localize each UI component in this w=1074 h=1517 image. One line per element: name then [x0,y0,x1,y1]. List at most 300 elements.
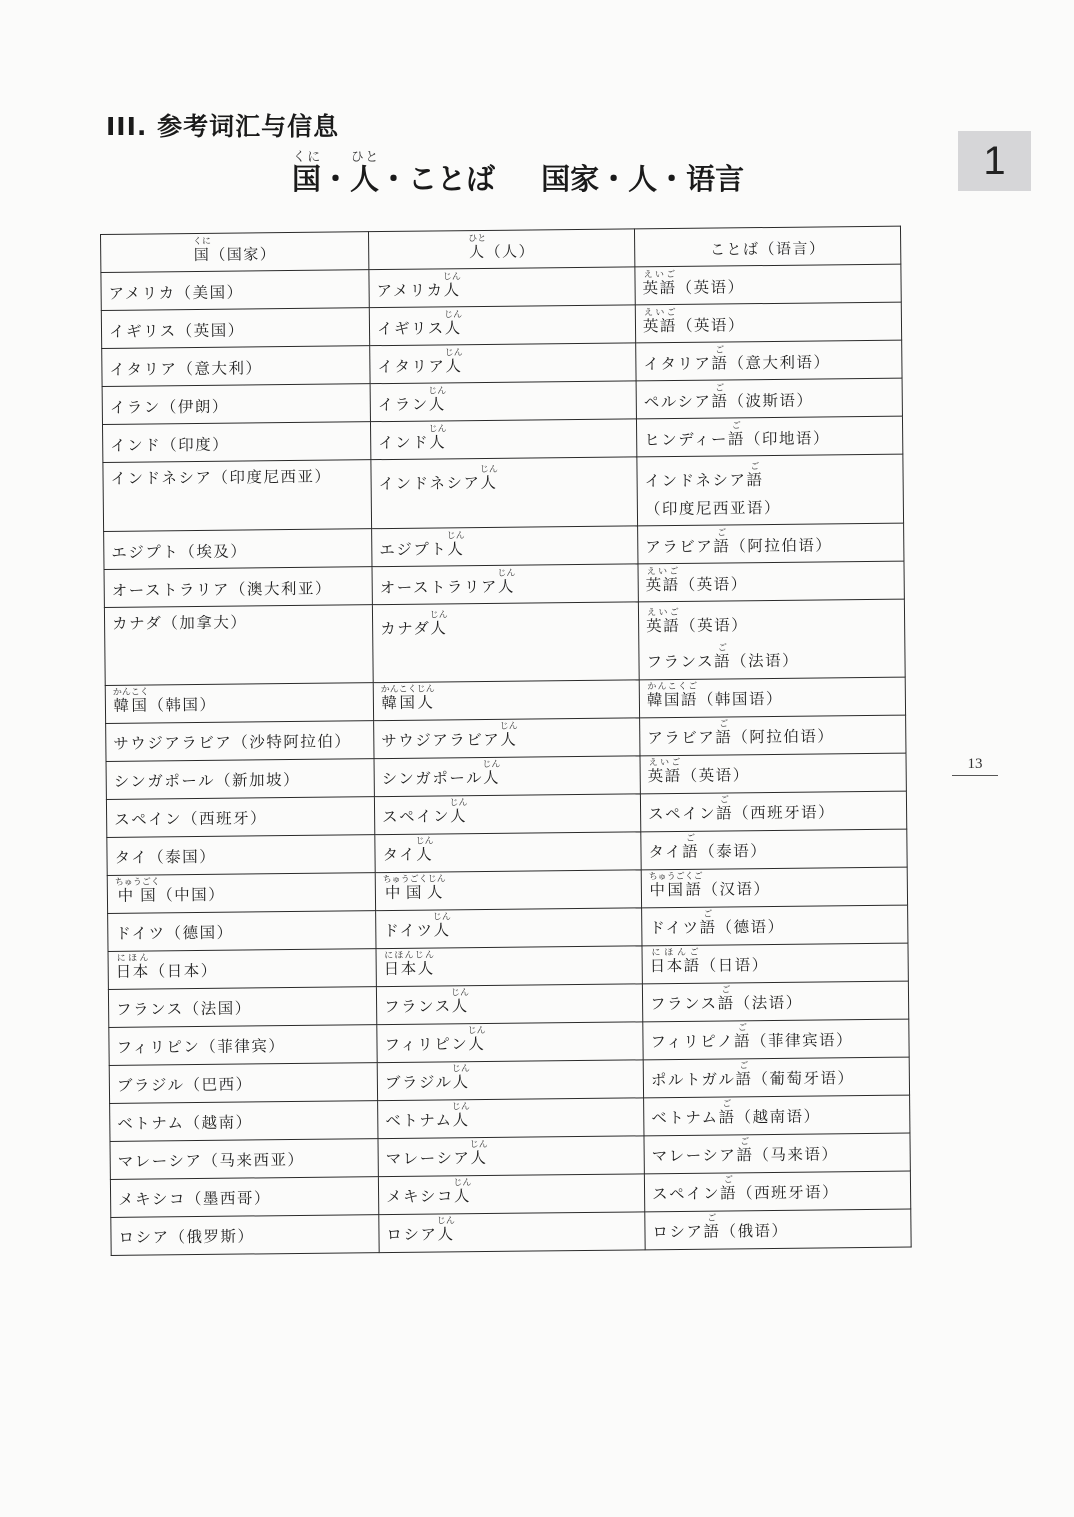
furigana-word: 中国人ちゅうごくじん [382,874,447,903]
plain-text: （葡萄牙语） [752,1069,855,1089]
furigana-word: 韓国かんこく [112,687,150,716]
cell-people [374,793,640,834]
furigana-reading: くに [192,236,212,247]
furigana-word: 人じん [467,1026,486,1054]
plain-text: ベトナム（越南） [117,1113,253,1134]
plain-text: ブラジル [384,1073,453,1093]
furigana-word: 日本人にほんじん [383,950,435,979]
furigana-word: 語ご [718,1099,736,1127]
plain-text: ベトナム [651,1108,719,1128]
furigana-reading: じん [451,1102,470,1113]
cell-line [384,1025,635,1056]
cell-line [114,808,367,831]
furigana-reading: ちゅうごくじん [382,874,446,886]
plain-text: サウジアラビア（沙特阿拉伯） [113,732,352,754]
cell-line [110,433,363,456]
furigana-reading: ご [719,1175,738,1186]
cell-language [642,943,908,984]
plain-text: ・ことば [379,162,496,196]
cell-people [370,419,636,460]
plain-text: イラン（伊朗） [109,397,229,417]
cell-language [636,378,902,419]
plain-text: （英语） [679,575,748,595]
furigana-reading: じん [451,1064,470,1075]
plain-text: ドイツ（德国） [115,924,234,944]
cell-language [640,753,906,794]
furigana-reading: じん [429,610,448,621]
furigana-word: 語ご [682,834,700,862]
page-title [292,150,744,194]
plain-text: （日本） [149,962,218,981]
furigana-word: 人じん [450,988,470,1016]
furigana-reading: ちゅうごくご [648,872,703,883]
plain-text: （泰语） [699,842,768,862]
cell-country [108,986,376,1027]
cell-line [651,1060,902,1091]
plain-text: オーストラリア（澳大利亚） [111,579,333,601]
furigana-reading: ご [703,1213,721,1225]
plain-text: インド [378,433,430,452]
furigana-reading: ご [735,1061,753,1072]
furigana-reading: ご [699,910,717,921]
plain-text: シンガポール [381,769,484,789]
furigana-word: 人じん [482,760,501,788]
plain-text: ドイツ [383,921,434,941]
cell-line [651,1098,902,1129]
cell-line [376,270,627,301]
furigana-word: 語ご [711,383,729,411]
cell-line [381,721,632,752]
cell-line [118,1150,371,1173]
cell-language [643,1019,909,1060]
cell-line [644,461,895,492]
cell-line [646,565,897,596]
furigana-word: 日本にほん [115,953,150,982]
plain-text: フィリピノ [650,1032,735,1052]
furigana-word: 語ご [711,345,729,373]
plain-text: マレーシア（马来西亚） [117,1151,305,1172]
column-header-people [368,229,634,270]
furigana-word: 英語えいご [645,608,681,636]
cell-line [644,420,895,451]
cell-country [110,1100,378,1141]
plain-text: ドイツ [649,919,700,938]
cell-country [106,720,374,761]
cell-country [108,948,376,989]
cell-line [113,732,366,755]
title-japanese [292,150,495,194]
furigana-word: 英語えいご [645,567,680,595]
cell-line [113,686,366,717]
cell-line [383,911,634,942]
cell-language [643,1057,909,1098]
cell-country [109,1024,377,1065]
cell-line [646,606,897,637]
cell-line [379,530,630,561]
cell-line [108,235,361,266]
plain-text: サウジアラビア [381,731,501,751]
cell-language [638,599,905,679]
plain-text: アラビア [645,537,714,557]
cell-people [378,1173,644,1214]
cell-people [370,343,636,384]
cell-line [386,1215,637,1246]
cell-line [382,759,633,790]
plain-text: フランス [650,994,718,1014]
furigana-reading: ご [711,383,729,394]
cell-people [372,564,638,605]
furigana-word: 人じん [444,348,464,376]
furigana-reading: ご [733,1023,752,1034]
furigana-reading: ご [711,345,729,356]
furigana-word: 人じん [451,1102,471,1130]
furigana-reading: じん [467,1026,486,1037]
cell-line [110,466,363,489]
furigana-reading: じん [446,531,465,542]
furigana-reading: かんこくご [646,682,698,693]
cell-line [109,281,362,304]
page-number: 13 [952,756,998,776]
furigana-word: 語ご [736,1137,754,1165]
cell-language [644,1133,910,1174]
furigana-word: 語ご [715,795,734,824]
plain-text: オーストラリア [379,577,499,598]
plain-text: （俄语） [720,1222,789,1241]
cell-language [635,264,901,305]
plain-text: （英语） [676,278,745,297]
cell-line [647,680,898,711]
furigana-reading: じん [497,568,516,579]
plain-text: ・ [321,162,351,196]
cell-country [101,308,369,349]
plain-text: （菲律宾语） [751,1031,854,1051]
cell-line [109,357,362,380]
plain-text: ポルトガル [650,1070,736,1090]
plain-text: フィリピン [384,1035,469,1055]
cell-line [385,1101,636,1132]
furigana-word: 韓国語かんこくご [646,682,699,710]
furigana-word: 人じん [449,798,468,826]
cell-country [106,796,374,837]
plain-text: （国家） [210,244,277,264]
table-row [104,599,905,685]
plain-text: シンガポール（新加坡） [113,771,301,792]
plain-text: （印度尼西亚语） [644,499,782,519]
cell-line [646,642,897,673]
plain-text: タイ [382,846,417,865]
cell-line [645,497,896,520]
cell-people [369,305,635,346]
cell-language [644,1171,910,1212]
cell-country [104,529,372,570]
cell-line [112,578,365,601]
cell-line [652,1174,903,1205]
plain-text: タイ（泰国） [114,848,217,868]
furigana-reading: えいご [642,307,677,319]
furigana-reading: じん [453,1178,472,1189]
furigana-word: 中国ちゅうごく [114,877,161,906]
cell-language [641,829,907,870]
furigana-reading: じん [499,722,518,733]
furigana-reading: ご [718,1099,736,1110]
furigana-word: 人じん [415,836,434,865]
cell-line [115,922,368,945]
furigana-word: 語ご [746,462,764,490]
furigana-word: 人じん [428,424,447,452]
furigana-word: 日本語にほんご [649,948,701,976]
plain-text: アメリカ（美国） [108,283,244,303]
furigana-word: 語ご [715,719,733,748]
cell-people [374,717,640,758]
furigana-word: 国くに [292,150,322,196]
plain-text: （法语） [734,994,803,1013]
cell-country [109,1062,377,1103]
plain-text: インド（印度） [110,435,230,455]
cell-line [109,319,362,342]
cell-line [114,770,367,793]
cell-line [650,1022,901,1053]
vocabulary-table [100,226,912,1256]
cell-country [110,1138,378,1179]
furigana-reading: にほん [115,953,150,965]
furigana-reading: ひと [350,150,380,165]
cell-country [107,872,375,913]
cell-line [110,395,363,418]
cell-people [373,679,639,720]
cell-line [386,1139,637,1170]
cell-country [103,460,372,532]
cell-line [382,835,633,866]
furigana-reading: じん [428,386,447,397]
cell-line [643,344,894,375]
cell-people [376,983,642,1024]
cell-line [384,987,635,1018]
furigana-word: 英語えいご [647,758,682,786]
cell-line [649,908,900,939]
cell-language [640,715,906,756]
plain-text: アラビア [647,729,716,748]
furigana-reading: じん [449,798,468,809]
cell-line [644,382,895,413]
plain-text: インドネシア [378,474,481,494]
furigana-word: 語ご [719,1175,738,1203]
cell-people [376,907,642,948]
cell-line [377,308,628,339]
furigana-word: 語ご [703,1213,721,1242]
furigana-word: 語ご [713,643,732,672]
plain-text: フランス [384,997,452,1017]
plain-text: インドネシア [644,471,747,491]
cell-language [638,561,904,602]
furigana-reading: かんこくじん [380,684,435,696]
furigana-word: 人じん [469,1140,489,1168]
cell-country [101,270,369,311]
cell-line [648,756,899,787]
table-row [111,1209,911,1255]
cell-people [377,1059,643,1100]
plain-text: （英语） [676,316,746,335]
plain-text: （日语） [700,956,769,976]
cell-line [118,1226,371,1249]
cell-country [102,422,370,463]
plain-text: （印地语） [744,429,831,449]
cell-line [650,946,901,977]
furigana-reading: えいご [642,269,677,281]
furigana-reading: じん [482,760,501,771]
furigana-reading: ご [682,834,700,845]
cell-line [642,238,893,260]
plain-text: （马来语） [753,1145,839,1165]
plain-text: メキシコ [386,1187,455,1207]
cell-language [644,1095,910,1136]
cell-people [370,381,636,422]
column-header-language [634,226,900,267]
plain-text: スペイン [382,807,451,827]
cell-people [375,831,641,872]
cell-line [650,984,901,1015]
chapter-tab: 1 [958,131,1031,191]
cell-line [114,846,367,869]
plain-text: （汉语） [702,880,771,900]
furigana-reading: じん [432,912,451,923]
plain-text: メキシコ（墨西哥） [118,1189,272,1210]
cell-line [116,1036,369,1059]
furigana-word: 人じん [497,568,516,596]
furigana-word: 人じん [451,1064,471,1092]
cell-line [116,952,369,983]
cell-line [115,876,368,907]
furigana-reading: えいご [647,758,682,769]
furigana-reading: じん [415,836,434,848]
cell-language [636,340,902,381]
plain-text: （意大利语） [728,353,831,373]
furigana-word: 人じん [442,272,462,300]
cell-country [111,1214,379,1255]
plain-text: （法语） [730,652,800,671]
cell-people [371,457,638,529]
furigana-word: 語ご [733,1023,752,1051]
plain-text: マレーシア [651,1146,737,1166]
cell-language [645,1209,911,1250]
plain-text: カナダ [380,619,431,639]
cell-people [376,945,642,986]
plain-text: イラン [377,395,429,414]
furigana-word: 人じん [479,464,499,493]
furigana-word: 人じん [444,310,463,338]
plain-text: ロシア [386,1225,438,1245]
plain-text: （阿拉伯语） [730,536,833,556]
furigana-reading: にほんじん [383,950,435,962]
plain-text: （西班牙语） [733,803,836,823]
furigana-reading: かんこく [112,687,149,699]
column-header-country [101,232,369,273]
plain-text: インドネシア（印度尼西亚） [110,467,332,488]
cell-country [104,605,373,685]
furigana-reading: ちゅうごく [114,877,160,889]
furigana-word: 語ご [735,1061,753,1089]
cell-line [648,832,899,863]
title-chinese: 国家・人・语言 [541,162,745,196]
cell-country [105,682,373,723]
cell-people [379,1211,645,1252]
plain-text: マレーシア [385,1149,471,1169]
cell-line [652,1212,903,1243]
table-row [103,454,904,532]
cell-line [643,306,894,337]
plain-text: （西班牙语） [737,1183,840,1203]
cell-line [116,998,369,1021]
plain-text: フランス（法国） [116,999,252,1020]
furigana-word: 英語えいご [642,307,678,336]
furigana-word: 韓国人かんこくじん [380,684,436,713]
cell-line [377,346,628,377]
cell-line [642,268,893,299]
cell-line [649,870,900,901]
cell-line [117,1112,370,1135]
furigana-word: 人じん [428,386,447,414]
plain-text: ことば（语言） [709,238,826,259]
plain-text: （德语） [716,918,785,938]
cell-line [118,1188,371,1211]
plain-text: （韩国语） [697,690,784,710]
plain-text: エジプト（埃及） [111,542,248,563]
cell-line [381,683,632,714]
cell-line [386,1177,637,1208]
plain-text: イタリア（意大利） [109,359,263,379]
furigana-reading: ご [736,1137,754,1148]
furigana-word: 国くに [192,236,212,264]
plain-text: （波斯语） [728,391,814,411]
furigana-word: 人ひと [350,150,380,196]
furigana-word: 人じん [432,912,452,940]
furigana-word: 英語えいご [642,269,677,298]
cell-people [378,1135,644,1176]
plain-text: ロシア（俄罗斯） [118,1227,255,1248]
cell-country [106,758,374,799]
cell-line [383,873,634,904]
plain-text: エジプト [379,540,448,560]
plain-text: （人） [485,241,536,261]
plain-text: スペイン [651,1184,721,1204]
furigana-reading: じん [479,464,498,476]
furigana-word: 人じん [429,610,448,638]
plain-text: カナダ（加拿大） [111,613,248,634]
cell-line [378,384,629,415]
cell-line [647,718,898,749]
plain-text: フランス [646,653,715,672]
plain-text: （韩国） [148,696,217,715]
furigana-reading: ご [715,719,733,731]
plain-text: イタリア [377,357,446,376]
plain-text: スペイン [648,805,717,824]
furigana-reading: ご [727,421,745,432]
cell-language [640,791,906,832]
furigana-reading: ご [713,643,731,655]
furigana-reading: じん [469,1140,488,1151]
furigana-reading: にほんご [649,948,701,959]
furigana-reading: えいご [645,567,680,578]
furigana-word: 人ひと [468,233,487,261]
cell-line [111,540,364,563]
cell-line [645,527,896,558]
furigana-reading: じん [436,1216,455,1227]
cell-country [104,567,372,608]
plain-text: ヒンディー [644,430,729,450]
plain-text: （英语） [680,616,749,636]
plain-text: ベトナム [385,1111,453,1131]
cell-people [378,1097,644,1138]
plain-text: （阿拉伯语） [732,727,835,747]
